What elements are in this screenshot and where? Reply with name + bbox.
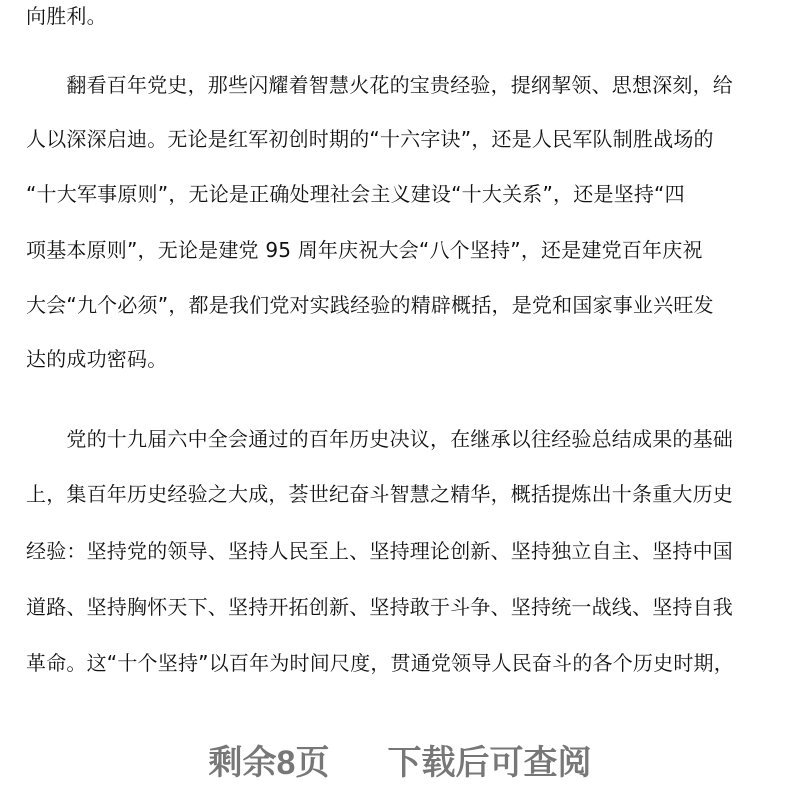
remaining-pages-label: 剩余8页 xyxy=(208,743,330,782)
text-line: 翻看百年党史，那些闪耀着智慧火花的宝贵经验，提纲挈领、思想深刻，给 xyxy=(26,73,733,97)
text-line: 革命。这“十个坚持”以百年为时间尺度，贯通党领导人民奋斗的各个历史时期， xyxy=(26,651,734,675)
text-line: 党的十九届六中全会通过的百年历史决议，在继承以往经验总结成果的基础 xyxy=(26,427,733,451)
text-line: 经验：坚持党的领导、坚持人民至上、坚持理论创新、坚持独立自主、坚持中国 xyxy=(26,539,733,563)
download-hint-label[interactable]: 下载后可查阅 xyxy=(387,743,592,782)
text-line: 人以深深启迪。无论是红军初创时期的“十六字诀”，还是人民军队制胜战场的 xyxy=(26,127,714,151)
text-line: 大会“九个必须”，都是我们党对实践经验的精辟概括，是党和国家事业兴旺发 xyxy=(26,293,714,317)
text-line: 道路、坚持胸怀天下、坚持开拓创新、坚持敢于斗争、坚持统一战线、坚持自我 xyxy=(26,595,733,619)
text-line: 达的成功密码。 xyxy=(26,347,168,371)
text-line: 项基本原则”，无论是建党 95 周年庆祝大会“八个坚持”，还是建党百年庆祝 xyxy=(26,238,703,262)
preview-limit-notice xyxy=(0,734,800,784)
text-line: 上，集百年历史经验之大成，荟世纪奋斗智慧之精华，概括提炼出十条重大历史 xyxy=(26,482,733,506)
text-line: 向胜利。 xyxy=(26,4,107,28)
text-line: “十大军事原则”，无论是正确处理社会主义建设“十大关系”，还是坚持“四 xyxy=(26,182,685,206)
